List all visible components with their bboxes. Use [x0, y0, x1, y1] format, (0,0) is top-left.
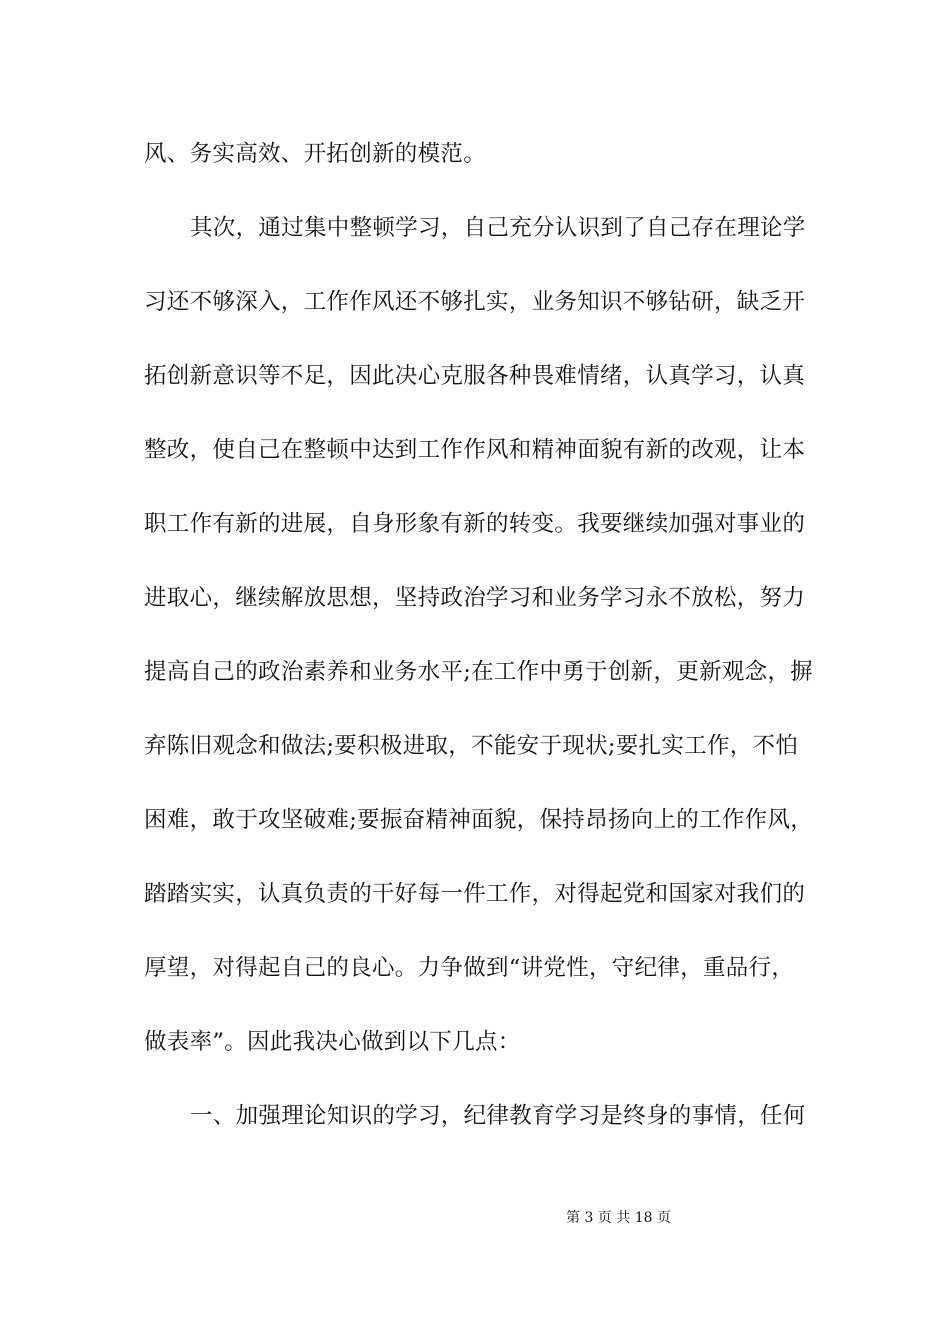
text-line [0, 287, 950, 317]
paragraph-first-line [0, 213, 950, 243]
line-text: 提高自己的政治素养和业务水平;在工作中勇于创新，更新观念，摒 [144, 659, 814, 685]
text-line [0, 509, 950, 539]
text-line [0, 879, 950, 909]
text-line [0, 953, 950, 983]
line-text: 一、加强理论知识的学习，纪律教育学习是终身的事情，任何 [190, 1103, 806, 1129]
line-text: 其次，通过集中整顿学习，自己充分认识到了自己存在理论学 [190, 215, 806, 241]
text-line [0, 361, 950, 391]
line-text: 习还不够深入，工作作风还不够扎实，业务知识不够钻研，缺乏开 [144, 289, 806, 315]
line-text: 进取心，继续解放思想，坚持政治学习和业务学习永不放松，努力 [144, 585, 806, 611]
text-line [0, 583, 950, 613]
text-line [0, 435, 950, 465]
line-text: 做表率”。因此我决心做到以下几点： [144, 1029, 521, 1055]
line-text: 风、务实高效、开拓创新的模范。 [144, 141, 487, 167]
text-line [0, 805, 950, 835]
line-text: 拓创新意识等不足，因此决心克服各种畏难情绪，认真学习，认真 [144, 363, 806, 389]
line-text: 弃陈旧观念和做法;要积极进取，不能安于现状;要扎实工作，不怕 [144, 733, 799, 759]
line-text: 踏踏实实，认真负责的干好每一件工作，对得起党和国家对我们的 [144, 881, 806, 907]
line-text: 厚望，对得起自己的良心。力争做到“讲党性，守纪律，重品行， [144, 955, 795, 981]
text-line [0, 657, 950, 687]
text-line [0, 139, 950, 169]
line-text: 整改，使自己在整顿中达到工作作风和精神面貌有新的改观，让本 [144, 437, 806, 463]
text-line [0, 1027, 950, 1057]
text-line [0, 731, 950, 761]
line-text: 困难，敢于攻坚破难;要振奋精神面貌，保持昂扬向上的工作作风， [144, 807, 814, 833]
page-number: 第 3 页 共 18 页 [566, 1210, 671, 1226]
paragraph-first-line [0, 1101, 950, 1131]
line-text: 职工作有新的进展，自身形象有新的转变。我要继续加强对事业的 [144, 511, 806, 537]
